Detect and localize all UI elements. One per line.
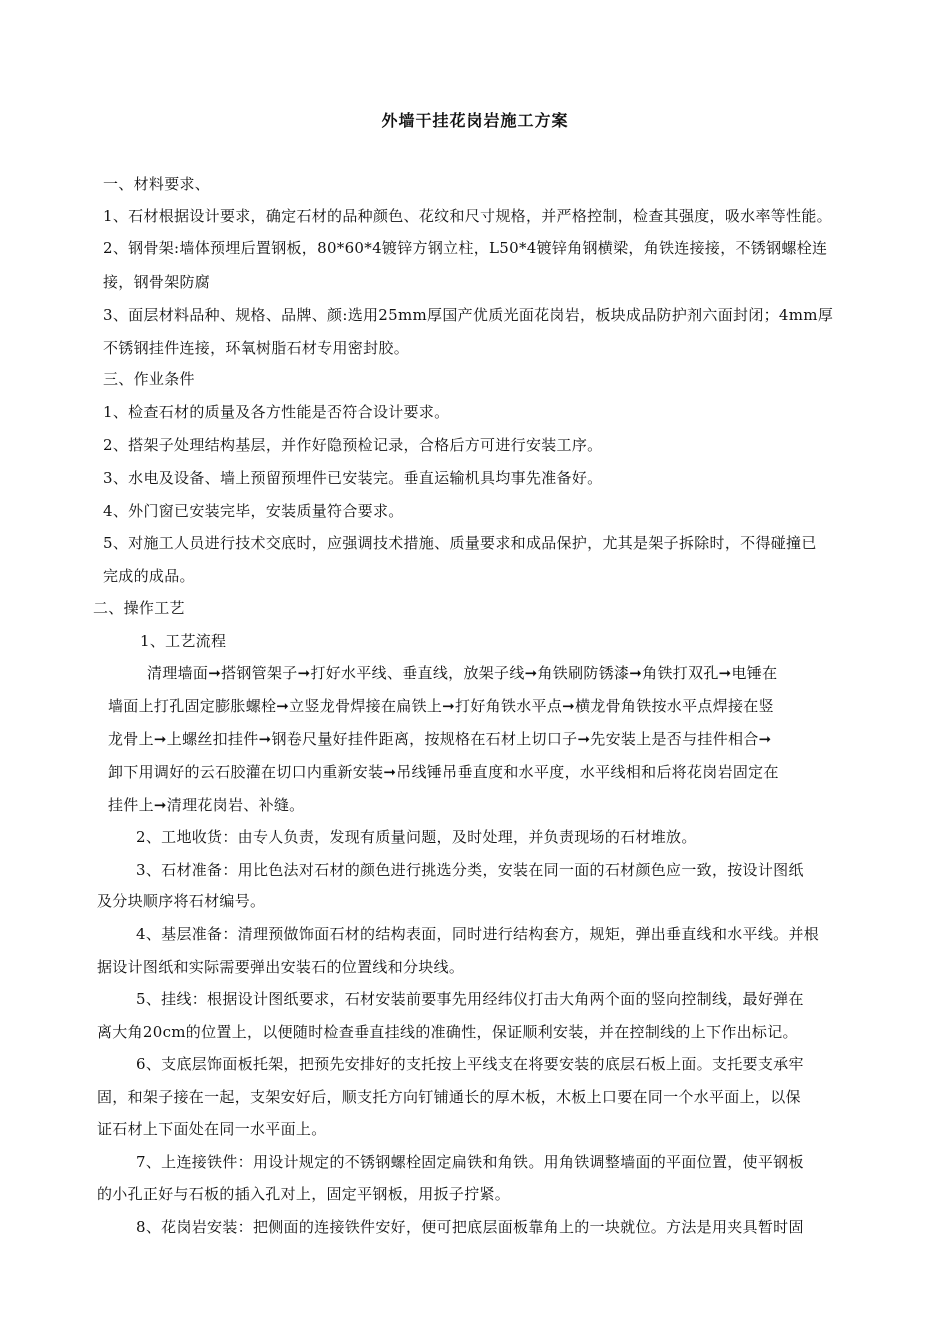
paragraph-line: 龙骨上➞上螺丝扣挂件➞钢卷尺量好挂件距离，按规格在石材上切口子➞先安装上是否与挂件相合➞ (108, 730, 772, 748)
paragraph-line: 1、检查石材的质量及各方性能是否符合设计要求。 (103, 403, 450, 421)
paragraph-line: 清理墙面➞搭钢管架子➞打好水平线、垂直线，放架子线➞角铁刷防锈漆➞角铁打双孔➞电锤在 (147, 664, 778, 682)
paragraph-line: 挂件上➞清理花岗岩、补缝。 (108, 796, 305, 814)
paragraph-line: 离大角20cm的位置上，以便随时检查垂直挂线的准确性，保证顺利安装，并在控制线的上下作出标记。 (97, 1023, 798, 1041)
paragraph-line: 的小孔正好与石板的插入孔对上，固定平钢板，用扳子拧紧。 (97, 1185, 511, 1203)
paragraph-line: 卸下用调好的云石胶灌在切口内重新安装➞吊线锤吊垂直度和水平度，水平线相和后将花岗岩固定在 (108, 763, 779, 781)
paragraph-line: 3、石材准备：用比色法对石材的颜色进行挑选分类，安装在同一面的石材颜色应一致，按设计图纸 (136, 861, 804, 879)
paragraph-line: 2、工地收货：由专人负责，发现有质量问题，及时处理，并负责现场的石材堆放。 (136, 828, 697, 846)
paragraph-line: 5、挂线：根据设计图纸要求，石材安装前要事先用经纬仪打击大角两个面的竖向控制线，最好弹在 (136, 990, 804, 1008)
subheading-flow: 1、工艺流程 (140, 632, 227, 650)
heading-conditions: 三、作业条件 (103, 370, 195, 388)
document-title: 外墙干挂花岗岩施工方案 (381, 111, 569, 130)
heading-process: 二、操作工艺 (93, 599, 185, 617)
paragraph-line: 固，和架子接在一起，支架安好后，顺支托方向钉铺通长的厚木板，木板上口要在同一个水平面上，以保 (97, 1088, 801, 1106)
paragraph-line: 2、钢骨架:墙体预埋后置钢板，80*60*4镀锌方钢立柱，L50*4镀锌角钢横梁，角铁连接接，不锈钢螺栓连 (103, 239, 828, 257)
paragraph-line: 及分块顺序将石材编号。 (97, 892, 266, 910)
paragraph-line: 墙面上打孔固定膨胀螺栓➞立竖龙骨焊接在扁铁上➞打好角铁水平点➞横龙骨角铁按水平点焊接在竖 (108, 697, 774, 715)
paragraph-line: 证石材上下面处在同一水平面上。 (97, 1120, 327, 1138)
paragraph-line: 5、对施工人员进行技术交底时，应强调技术措施、质量要求和成品保护，尤其是架子拆除时，不得碰撞已 (103, 534, 817, 552)
paragraph-line: 4、外门窗已安装完毕，安装质量符合要求。 (103, 502, 404, 520)
paragraph-line: 完成的成品。 (103, 567, 195, 585)
paragraph-line: 2、搭架子处理结构基层，并作好隐预检记录，合格后方可进行安装工序。 (103, 436, 603, 454)
paragraph-line: 6、支底层饰面板托架，把预先安排好的支托按上平线支在将要安装的底层石板上面。支托要支承牢 (136, 1055, 804, 1073)
paragraph-line: 据设计图纸和实际需要弹出安装石的位置线和分块线。 (97, 958, 465, 976)
heading-materials: 一、材料要求、 (103, 175, 211, 193)
paragraph-line: 3、面层材料品种、规格、品牌、颜:选用25mm厚国产优质光面花岗岩，板块成品防护剂六面封闭；4mm厚 (103, 306, 834, 324)
paragraph-line: 不锈钢挂件连接，环氧树脂石材专用密封胶。 (103, 339, 410, 357)
paragraph-line: 3、水电及设备、墙上预留预埋件已安装完。垂直运输机具均事先准备好。 (103, 469, 603, 487)
paragraph-line: 1、石材根据设计要求，确定石材的品种颜色、花纹和尺寸规格，并严格控制，检查其强度，吸水率等性能。 (103, 207, 832, 225)
paragraph-line: 接，钢骨架防腐 (103, 273, 211, 291)
paragraph-line: 8、花岗岩安装：把侧面的连接铁件安好，便可把底层面板靠角上的一块就位。方法是用夹具暂时固 (136, 1218, 804, 1236)
paragraph-line: 4、基层准备：清理预做饰面石材的结构表面，同时进行结构套方，规矩，弹出垂直线和水平线。并根 (136, 925, 820, 943)
paragraph-line: 7、上连接铁件：用设计规定的不锈钢螺栓固定扁铁和角铁。用角铁调整墙面的平面位置，使平钢板 (136, 1153, 804, 1171)
